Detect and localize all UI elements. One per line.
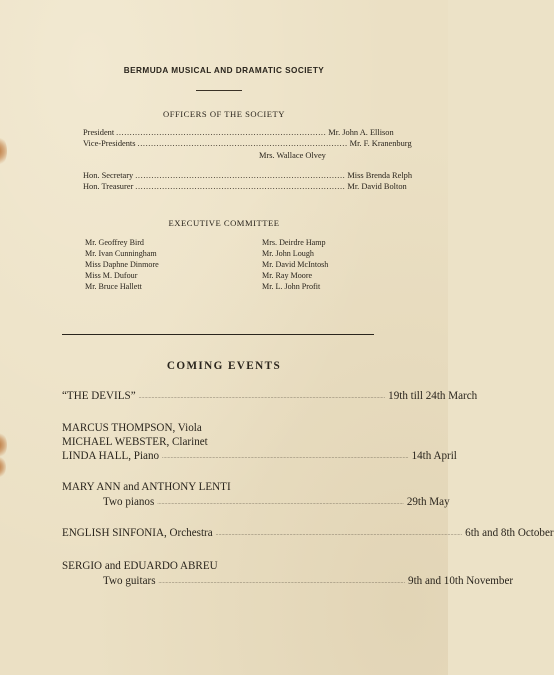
title-divider bbox=[196, 90, 242, 91]
event-date: 29th May bbox=[406, 496, 450, 508]
officer-row-treasurer bbox=[83, 182, 407, 191]
committee-member: Mrs. Deirdre Hamp bbox=[262, 238, 326, 247]
officer-name: Mr. John A. Ellison bbox=[328, 128, 394, 137]
officer-row-vice-presidents bbox=[83, 139, 412, 148]
committee-heading: EXECUTIVE COMMITTEE bbox=[168, 218, 280, 228]
committee-member: Mr. Geoffrey Bird bbox=[85, 238, 144, 247]
event-instrument: Two pianos bbox=[103, 496, 155, 508]
committee-member: Mr. John Lough bbox=[262, 248, 314, 258]
event-date: 19th till 24th March bbox=[388, 390, 478, 402]
officer-name-vice-president-2: Mrs. Wallace Olvey bbox=[259, 151, 326, 160]
officer-name: Mr. F. Kranenburg bbox=[349, 139, 412, 148]
dot-leader: .......................................................................................................................................................................... bbox=[157, 501, 404, 506]
committee-left-column bbox=[85, 238, 159, 293]
committee-member: Miss Daphne Dinmore bbox=[85, 259, 159, 269]
committee-right-column bbox=[262, 238, 328, 293]
officer-role: Vice-Presidents bbox=[83, 139, 136, 148]
event-the-devils bbox=[62, 390, 478, 402]
event-performer-line: SERGIO and EDUARDO ABREU bbox=[62, 560, 218, 572]
committee-member: Mr. Ray Moore bbox=[262, 270, 313, 280]
event-title: “THE DEVILS” bbox=[62, 390, 136, 402]
event-date: 14th April bbox=[411, 450, 457, 462]
officer-row-president bbox=[83, 128, 394, 137]
committee-member: Mr. Bruce Hallett bbox=[85, 281, 142, 291]
dot-leader: .......................................................................................................................................................................... bbox=[215, 532, 463, 537]
dot-leader: .......................................................................................................................................................................... bbox=[158, 580, 406, 585]
event-date: 9th and 10th November bbox=[408, 575, 514, 587]
section-divider bbox=[62, 334, 374, 335]
dot-leader: .......................................................................................................................................................................... bbox=[138, 395, 386, 400]
officers-heading: OFFICERS OF THE SOCIETY bbox=[163, 109, 285, 119]
event-performer-line: LINDA HALL, Piano bbox=[62, 450, 160, 462]
officer-role: Hon. Secretary bbox=[83, 171, 134, 180]
coming-events-heading: COMING EVENTS bbox=[166, 360, 282, 372]
event-performer-line: MICHAEL WEBSTER, Clarinet bbox=[62, 436, 208, 448]
event-english-sinfonia bbox=[62, 527, 554, 539]
dot-leader: .............................................................................. bbox=[135, 171, 346, 180]
society-title: BERMUDA MUSICAL AND DRAMATIC SOCIETY bbox=[123, 66, 325, 75]
committee-member: Mr. David McIntosh bbox=[262, 259, 329, 269]
event-abreu bbox=[103, 575, 514, 587]
page-stain bbox=[0, 136, 7, 166]
officer-role: Hon. Treasurer bbox=[83, 182, 134, 191]
event-performer-line: MARCUS THOMPSON, Viola bbox=[62, 422, 202, 434]
event-lenti bbox=[103, 496, 450, 508]
officer-name: Mr. David Bolton bbox=[347, 182, 407, 191]
officer-name: Miss Brenda Relph bbox=[347, 171, 413, 180]
dot-leader: .............................................................................. bbox=[135, 182, 346, 191]
committee-member: Mr. Ivan Cunningham bbox=[85, 248, 157, 258]
event-date: 6th and 8th October bbox=[465, 527, 554, 539]
event-performer-line: MARY ANN and ANTHONY LENTI bbox=[62, 481, 231, 493]
page-stain bbox=[0, 456, 6, 478]
officer-role: President bbox=[83, 128, 115, 137]
dot-leader: .............................................................................. bbox=[137, 139, 348, 148]
committee-member: Mr. L. John Profit bbox=[262, 281, 321, 291]
event-instrument: Two guitars bbox=[103, 575, 156, 587]
dot-leader: .............................................................................. bbox=[116, 128, 327, 137]
committee-member: Miss M. Dufour bbox=[85, 270, 138, 280]
officer-row-secretary bbox=[83, 171, 413, 180]
dot-leader: .......................................................................................................................................................................... bbox=[162, 455, 409, 460]
event-title: ENGLISH SINFONIA, Orchestra bbox=[62, 527, 213, 539]
event-recital bbox=[62, 450, 457, 462]
page-stain bbox=[0, 432, 7, 458]
